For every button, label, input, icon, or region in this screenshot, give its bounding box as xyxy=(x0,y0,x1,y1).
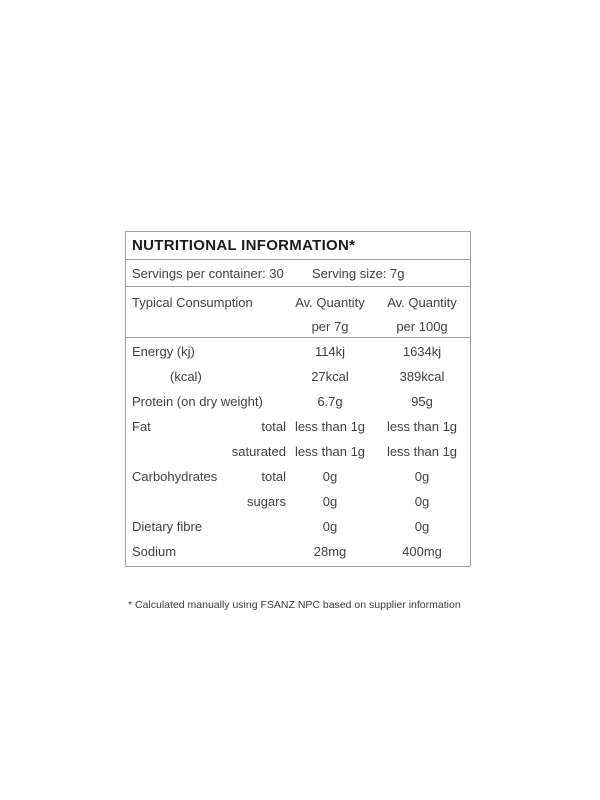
value-per-100g: less than 1g xyxy=(386,419,458,434)
nutrient-label: Sodium xyxy=(132,544,177,559)
nutrient-label: Fat xyxy=(132,419,151,434)
table-title-row xyxy=(126,232,470,260)
column-header-row xyxy=(126,287,470,338)
value-per-7g: 0g xyxy=(322,469,338,484)
value-per-100g: 0g xyxy=(414,469,430,484)
nutrient-label: Energy (kj) xyxy=(132,344,195,359)
table-row-fat-total xyxy=(126,414,470,439)
value-per-100g: 0g xyxy=(414,494,430,509)
nutrient-sublabel: total xyxy=(261,469,286,484)
column-header-per-7g xyxy=(286,291,374,339)
column-header-per-7g-line2: per 7g xyxy=(311,319,349,334)
serving-size: Serving size: 7g xyxy=(312,265,405,281)
value-per-100g: 1634kj xyxy=(402,344,442,359)
table-row-carbohydrates-sugars xyxy=(126,489,470,514)
column-header-per-7g-line1: Av. Quantity xyxy=(295,295,365,310)
value-per-100g: 95g xyxy=(411,394,433,409)
value-per-100g: 400mg xyxy=(402,544,442,559)
servings-per-container: Servings per container: 30 xyxy=(132,265,284,281)
nutrient-label: Carbohydrates xyxy=(132,469,218,484)
value-per-7g: 27kcal xyxy=(311,369,349,384)
servings-row xyxy=(126,260,470,287)
value-per-7g: 28mg xyxy=(313,544,347,559)
column-header-per-100g-line1: Av. Quantity xyxy=(387,295,457,310)
nutrition-information-table xyxy=(125,231,471,567)
value-per-7g: 0g xyxy=(322,494,338,509)
nutrient-sublabel: sugars xyxy=(246,494,286,509)
column-header-per-100g-line2: per 100g xyxy=(396,319,448,334)
nutrient-label: Protein (on dry weight) xyxy=(132,394,263,409)
value-per-7g: less than 1g xyxy=(294,444,366,459)
table-row-carbohydrates-total xyxy=(126,464,470,489)
value-per-100g: 0g xyxy=(414,519,430,534)
nutrient-label: (kcal) xyxy=(170,369,202,384)
column-header-per-100g xyxy=(374,291,470,339)
value-per-7g: 114kj xyxy=(314,344,346,359)
column-header-typical-consumption: Typical Consumption xyxy=(132,295,253,310)
nutrient-sublabel: saturated xyxy=(231,444,286,459)
nutrient-label: Dietary fibre xyxy=(132,519,203,534)
table-row-dietary-fibre xyxy=(126,514,470,539)
value-per-7g: 0g xyxy=(322,519,338,534)
value-per-100g: less than 1g xyxy=(386,444,458,459)
nutrient-rows xyxy=(126,338,470,566)
table-title: NUTRITIONAL INFORMATION* xyxy=(132,237,356,254)
table-row-energy-kj xyxy=(126,339,470,364)
value-per-7g: less than 1g xyxy=(294,419,366,434)
table-row-fat-saturated xyxy=(126,439,470,464)
table-row-sodium xyxy=(126,539,470,564)
value-per-7g: 6.7g xyxy=(317,394,343,409)
nutrient-sublabel: total xyxy=(261,419,286,434)
value-per-100g: 389kcal xyxy=(399,369,445,384)
table-row-protein xyxy=(126,389,470,414)
table-row-energy-kcal xyxy=(126,364,470,389)
footnote: * Calculated manually using FSANZ NPC based on supplier information xyxy=(128,599,461,611)
